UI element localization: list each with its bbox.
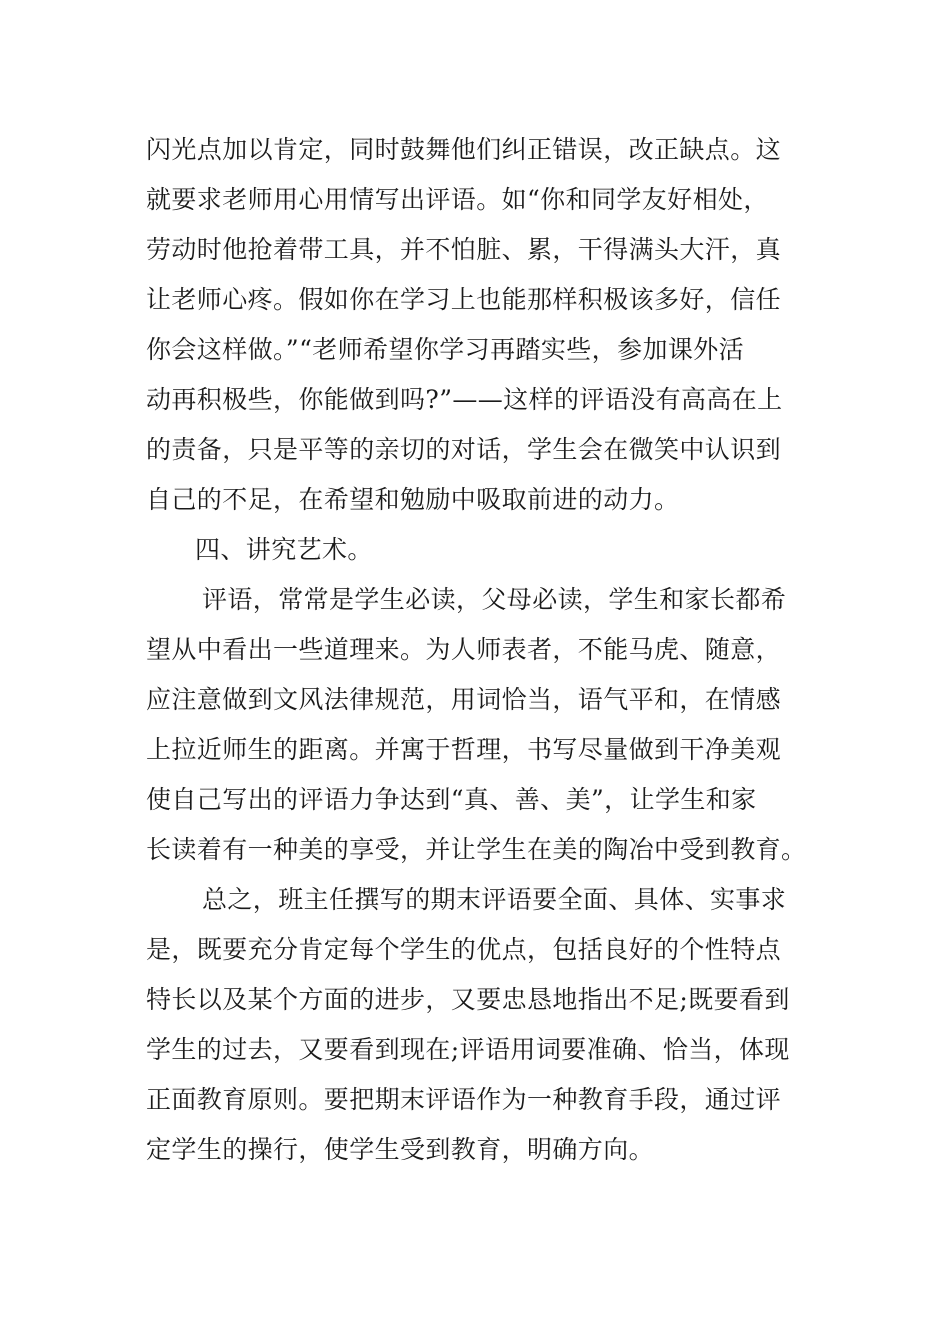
text-line: 你会这样做。”“老师希望你学习再踏实些，参加课外活 xyxy=(146,335,745,364)
text-line: 望从中看出一些道理来。为人师表者，不能马虎、随意， xyxy=(146,635,782,664)
text-line: 使自己写出的评语力争达到“真、善、美”，让学生和家 xyxy=(146,785,757,814)
text-line: 学生的过去，又要看到现在;评语用词要准确、恰当，体现 xyxy=(146,1035,790,1064)
text-line: 的责备，只是平等的亲切的对话，学生会在微笑中认识到 xyxy=(146,435,782,464)
text-line: 应注意做到文风法律规范，用词恰当，语气平和，在情感 xyxy=(146,685,782,714)
text-line: 上拉近师生的距离。并寓于哲理，书写尽量做到干净美观 xyxy=(146,735,782,764)
text-line: 长读着有一种美的享受，并让学生在美的陶冶中受到教育。 xyxy=(146,835,807,864)
section-heading: 四、讲究艺术。 xyxy=(195,535,373,564)
text-line: 闪光点加以肯定，同时鼓舞他们纠正错误，改正缺点。这 xyxy=(146,135,782,164)
text-line: 让老师心疼。假如你在学习上也能那样积极该多好，信任 xyxy=(146,285,782,314)
text-line: 是，既要充分肯定每个学生的优点，包括良好的个性特点 xyxy=(146,935,782,964)
text-line: 动再积极些，你能做到吗?”——这样的评语没有高高在上 xyxy=(146,385,783,414)
text-line: 正面教育原则。要把期末评语作为一种教育手段，通过评 xyxy=(146,1085,782,1114)
text-line: 评语，常常是学生必读，父母必读，学生和家长都希 xyxy=(202,585,787,614)
text-line: 就要求老师用心用情写出评语。如“你和同学友好相处， xyxy=(146,185,769,214)
text-line: 自己的不足，在希望和勉励中吸取前进的动力。 xyxy=(146,485,680,514)
text-line: 特长以及某个方面的进步，又要忠恳地指出不足;既要看到 xyxy=(146,985,790,1014)
text-line: 总之，班主任撰写的期末评语要全面、具体、实事求 xyxy=(202,885,787,914)
text-line: 劳动时他抢着带工具，并不怕脏、累，干得满头大汗，真 xyxy=(146,235,782,264)
text-line: 定学生的操行，使学生受到教育，明确方向。 xyxy=(146,1135,655,1164)
